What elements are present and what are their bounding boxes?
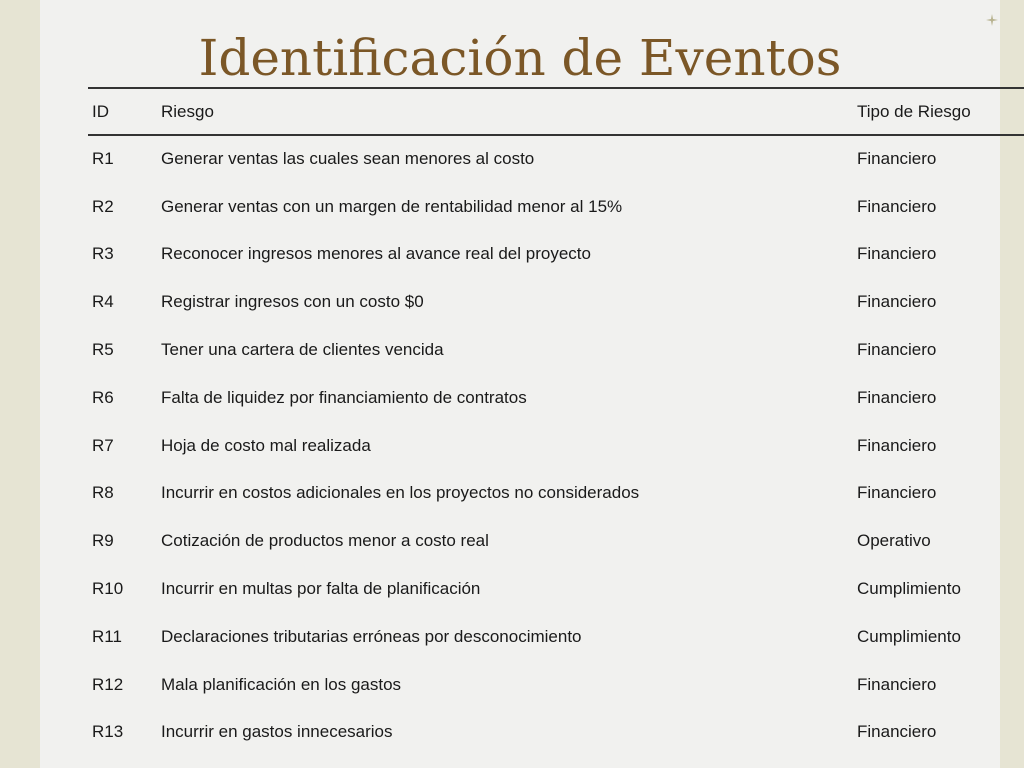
risk-table: [88, 87, 1024, 756]
table-row: [88, 135, 1024, 183]
cell-risk: Incurrir en multas por falta de planificación: [161, 579, 481, 599]
table-row: [88, 183, 1024, 231]
header-id: ID: [88, 88, 161, 135]
cell-type: Cumplimiento: [857, 626, 961, 646]
header-type: Tipo de Riesgo: [857, 88, 1024, 135]
cell-type: Financiero: [857, 196, 937, 216]
cell-risk: Mala planificación en los gastos: [161, 674, 402, 694]
cell-risk: Incurrir en gastos innecesarios: [161, 722, 393, 742]
cell-id: R1: [92, 149, 114, 169]
cell-risk: Cotización de productos menor a costo real: [161, 531, 489, 551]
cell-id: R13: [92, 722, 124, 742]
cell-id: R4: [92, 292, 114, 312]
cell-type: Financiero: [857, 674, 937, 694]
cell-id: R6: [92, 387, 114, 407]
cell-id: R9: [92, 531, 114, 551]
table-row: [88, 422, 1024, 470]
cell-id: R5: [92, 340, 114, 360]
cell-risk: Falta de liquidez por financiamiento de contratos: [161, 387, 527, 407]
cell-type: Financiero: [857, 149, 937, 169]
cell-type: Financiero: [857, 292, 937, 312]
cell-risk: Hoja de costo mal realizada: [161, 435, 371, 455]
cell-risk: Generar ventas las cuales sean menores al costo: [161, 149, 535, 169]
table-row: [88, 231, 1024, 279]
slide: [40, 0, 1000, 768]
table-row: [88, 278, 1024, 326]
cell-type: Financiero: [857, 483, 937, 503]
cell-risk: Generar ventas con un margen de rentabilidad menor al 15%: [161, 196, 623, 216]
cell-risk: Incurrir en costos adicionales en los proyectos no considerados: [161, 483, 640, 503]
cell-id: R2: [92, 196, 114, 216]
cell-risk: Declaraciones tributarias erróneas por desconocimiento: [161, 626, 582, 646]
cell-type: Financiero: [857, 387, 937, 407]
cell-type: Financiero: [857, 435, 937, 455]
table-body: [88, 135, 1024, 756]
cell-type: Financiero: [857, 722, 937, 742]
table-row: [88, 661, 1024, 709]
left-side-band: [0, 0, 40, 768]
table-row: [88, 613, 1024, 661]
table-row: [88, 470, 1024, 518]
sparkle-icon: [986, 14, 998, 26]
cell-type: Financiero: [857, 244, 937, 264]
cell-id: R11: [92, 626, 122, 646]
table-row: [88, 374, 1024, 422]
cell-risk: Tener una cartera de clientes vencida: [161, 340, 444, 360]
cell-risk: Reconocer ingresos menores al avance real del proyecto: [161, 244, 591, 264]
slide-title: Identificación de Eventos: [198, 29, 842, 87]
cell-type: Financiero: [857, 340, 937, 360]
cell-id: R3: [92, 244, 114, 264]
table-row: [88, 709, 1024, 757]
cell-risk: Registrar ingresos con un costo $0: [161, 292, 424, 312]
table-header-row: [88, 88, 1024, 135]
header-risk: Riesgo: [161, 88, 857, 135]
table-row: [88, 326, 1024, 374]
table-row: [88, 517, 1024, 565]
cell-id: R10: [92, 579, 124, 599]
cell-id: R7: [92, 435, 114, 455]
cell-id: R8: [92, 483, 114, 503]
table-row: [88, 565, 1024, 613]
cell-type: Cumplimiento: [857, 579, 961, 599]
cell-id: R12: [92, 674, 124, 694]
cell-type: Operativo: [857, 531, 931, 551]
